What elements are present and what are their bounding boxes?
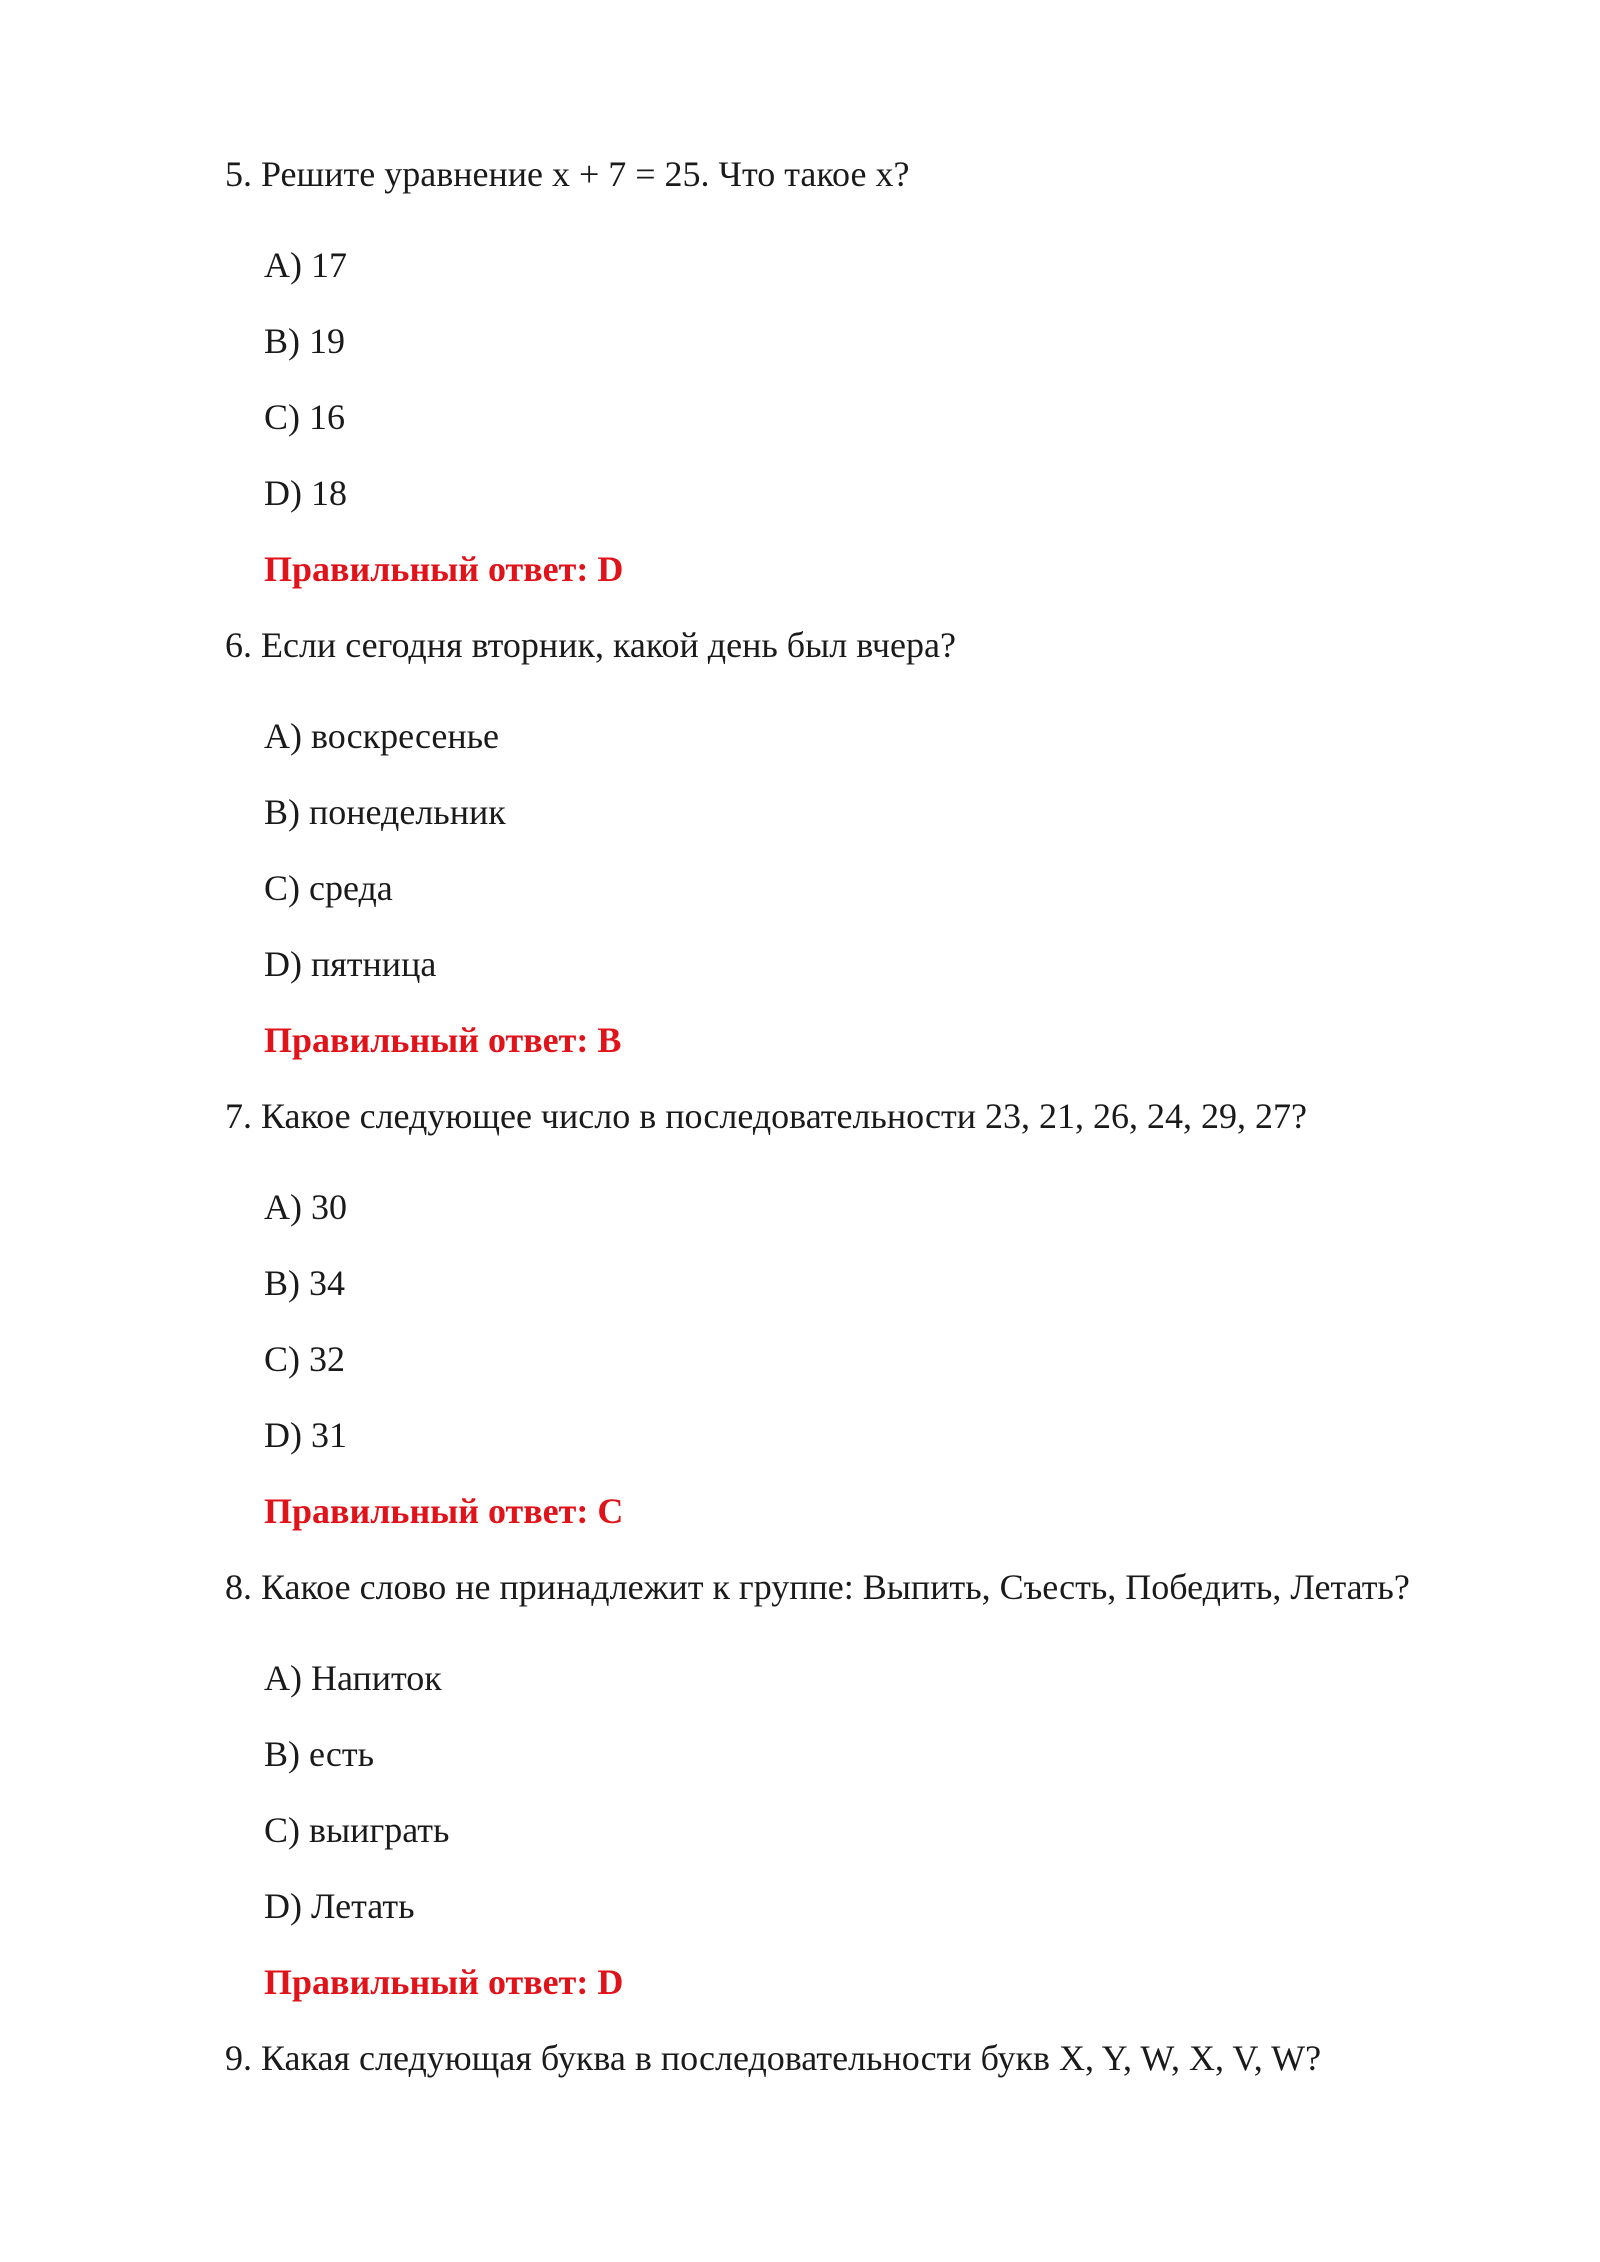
- question-text: 7. Какое следующее число в последовательности 23, 21, 26, 24, 29, 27?: [225, 1096, 1307, 1136]
- answer-option: B) 19: [264, 321, 345, 361]
- answer-option: C) 16: [264, 397, 345, 437]
- question-text: 9. Какая следующая буква в последовательности букв X, Y, W, X, V, W?: [225, 2038, 1322, 2078]
- answer-option: C) 32: [264, 1339, 345, 1379]
- answer-option: D) 31: [264, 1415, 347, 1455]
- answer-option: C) среда: [264, 868, 393, 908]
- correct-answer: Правильный ответ: D: [264, 1962, 624, 2002]
- correct-answer: Правильный ответ: C: [264, 1491, 624, 1531]
- correct-answer: Правильный ответ: D: [264, 549, 624, 589]
- answer-option: A) воскресенье: [264, 716, 500, 756]
- answer-option: A) Напиток: [264, 1658, 442, 1698]
- answer-option: D) 18: [264, 473, 347, 513]
- answer-option: A) 30: [264, 1187, 347, 1227]
- correct-answer: Правильный ответ: B: [264, 1020, 622, 1060]
- answer-option: B) есть: [264, 1734, 375, 1774]
- answer-option: D) Летать: [264, 1886, 415, 1926]
- question-text: 5. Решите уравнение x + 7 = 25. Что такое x?: [225, 154, 910, 194]
- answer-option: A) 17: [264, 245, 347, 285]
- answer-option: D) пятница: [264, 944, 437, 984]
- question-text: 8. Какое слово не принадлежит к группе: Выпить, Съесть, Победить, Летать?: [225, 1567, 1410, 1607]
- answer-option: C) выиграть: [264, 1810, 450, 1850]
- answer-option: B) понедельник: [264, 792, 506, 832]
- answer-option: B) 34: [264, 1263, 345, 1303]
- question-text: 6. Если сегодня вторник, какой день был вчера?: [225, 625, 956, 665]
